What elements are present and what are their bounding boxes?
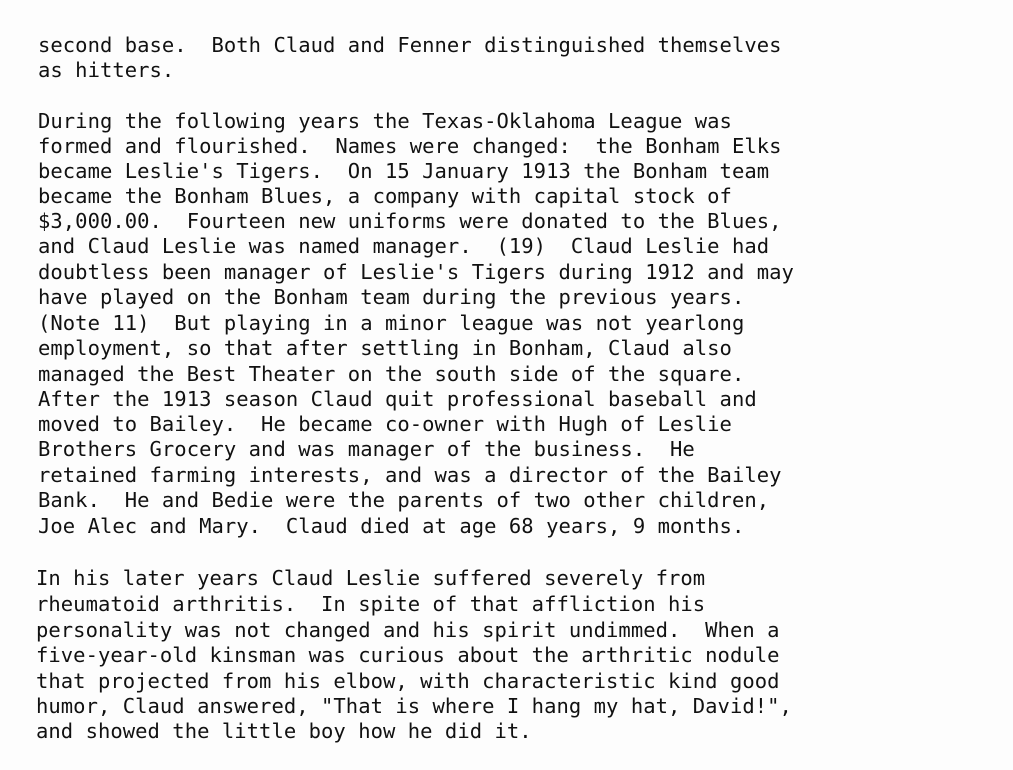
text-line: $3,000.00. Fourteen new uniforms were donated to the Blues, bbox=[38, 209, 782, 233]
text-line: retained farming interests, and was a director of the Bailey bbox=[38, 463, 782, 487]
text-line: personality was not changed and his spirit undimmed. When a bbox=[36, 618, 780, 642]
text-line: became the Bonham Blues, a company with capital stock of bbox=[38, 184, 732, 208]
text-line: (Note 11) But playing in a minor league was not yearlong bbox=[38, 311, 745, 335]
text-line: Bank. He and Bedie were the parents of two other children, bbox=[38, 488, 770, 512]
text-line: doubtless been manager of Leslie's Tigers during 1912 and may bbox=[38, 260, 794, 284]
text-line: managed the Best Theater on the south side of the square. bbox=[38, 362, 745, 386]
text-line: rheumatoid arthritis. In spite of that affliction his bbox=[36, 592, 706, 616]
text-line: five-year-old kinsman was curious about the arthritic nodule bbox=[36, 643, 780, 667]
text-line: In his later years Claud Leslie suffered severely from bbox=[36, 566, 706, 590]
text-line: as hitters. bbox=[38, 58, 175, 82]
text-line: and showed the little boy how he did it. bbox=[36, 719, 532, 743]
text-line: humor, Claud answered, "That is where I hang my hat, David!", bbox=[36, 694, 792, 718]
text-line: Joe Alec and Mary. Claud died at age 68 years, 9 months. bbox=[38, 514, 745, 538]
text-line: became Leslie's Tigers. On 15 January 1913 the Bonham team bbox=[38, 159, 770, 183]
text-line: formed and flourished. Names were changed: the Bonham Elks bbox=[38, 134, 782, 158]
text-line: After the 1913 season Claud quit professional baseball and bbox=[38, 387, 757, 411]
text-line: have played on the Bonham team during the previous years. bbox=[38, 285, 745, 309]
text-line: second base. Both Claud and Fenner distinguished themselves bbox=[38, 33, 782, 57]
text-line: moved to Bailey. He became co-owner with Hugh of Leslie bbox=[38, 412, 732, 436]
text-line: Brothers Grocery and was manager of the business. He bbox=[38, 437, 695, 461]
text-line: During the following years the Texas-Oklahoma League was bbox=[38, 109, 732, 133]
text-line: that projected from his elbow, with characteristic kind good bbox=[36, 669, 780, 693]
text-line: employment, so that after settling in Bonham, Claud also bbox=[38, 336, 732, 360]
text-line: and Claud Leslie was named manager. (19) Claud Leslie had bbox=[38, 234, 770, 258]
